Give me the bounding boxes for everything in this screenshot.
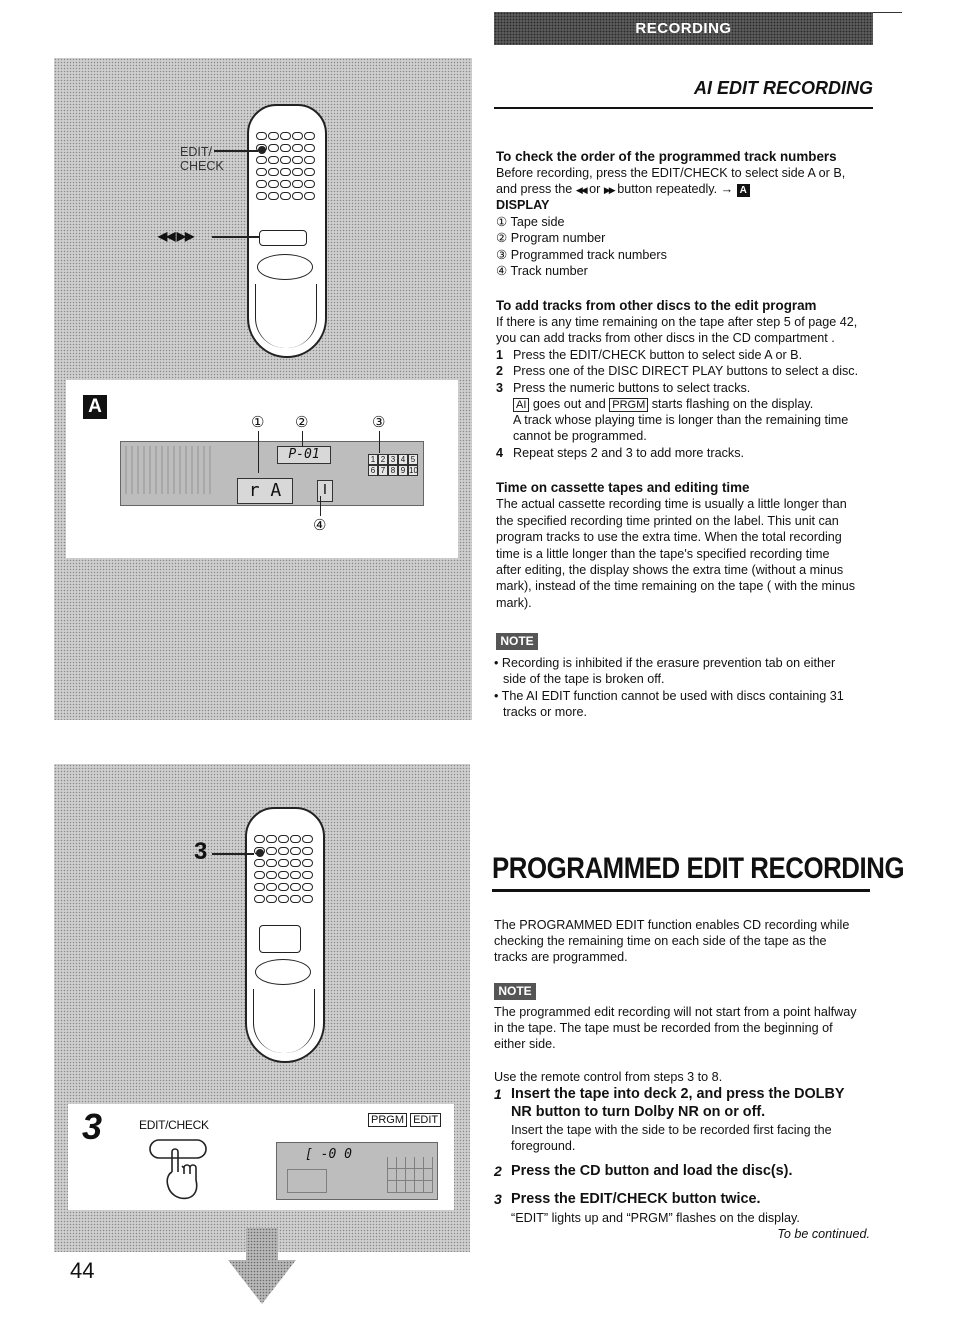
prog-step-1-text-2: foreground. — [511, 1139, 576, 1153]
time-heading: Time on cassette tapes and editing time — [496, 480, 750, 495]
track-cell: 7 — [378, 465, 388, 476]
note-a-line-3: • The AI EDIT function cannot be used with discs containing 31 — [494, 689, 844, 703]
prog-step-2-title: Press the CD button and load the disc(s). — [511, 1163, 793, 1179]
display-indicator-strip — [125, 446, 211, 494]
add-step-3-detail — [513, 396, 813, 413]
display-item-3: ③ Programmed track numbers — [496, 248, 667, 262]
check-order-text-2 — [496, 181, 750, 198]
prog-step-1-title-2: NR button to turn Dolby NR on or off. — [511, 1104, 766, 1120]
add-step-1-text: Press the EDIT/CHECK button to select side A or B. — [513, 348, 803, 362]
note-badge-b: NOTE — [494, 983, 536, 1000]
section-header-title: RECORDING — [635, 20, 732, 37]
transport-cross-b — [259, 925, 301, 953]
edit-check-button-label: EDIT/CHECK — [139, 1118, 209, 1132]
use-remote-text: Use the remote control from steps 3 to 8. — [494, 1070, 723, 1084]
callout-line-2 — [302, 431, 303, 447]
time-line-4: time is a little longer than the tape's specified recording time — [496, 547, 830, 561]
note-badge-a: NOTE — [496, 633, 538, 650]
remote-lower-oval-a — [257, 254, 313, 280]
callout-2: ② — [295, 414, 309, 431]
check-order-heading: To check the order of the programmed track numbers — [496, 149, 837, 164]
display-item-2: ② Program number — [496, 231, 606, 245]
prgm-box-label — [368, 1114, 441, 1126]
skip-arrows-label: ◀◀ ▶▶ — [158, 229, 194, 243]
display-item-4: ④ Track number — [496, 264, 588, 278]
program-number-readout: P-01 — [277, 446, 331, 464]
edit-check-key-dot — [258, 146, 266, 154]
note-a-line-1: • Recording is inhibited if the erasure prevention tab on either — [494, 656, 836, 670]
remote-lower-oval-b — [255, 959, 311, 985]
figure-b-step-number: 3 — [82, 1106, 103, 1147]
remote-keypad-b — [254, 835, 311, 903]
display-label: DISPLAY — [496, 198, 550, 212]
note-a-line-4: tracks or more. — [503, 705, 587, 719]
track-cell: 2 — [378, 454, 388, 465]
add-step-3-text: Press the numeric buttons to select tracks. — [513, 381, 751, 395]
add-step-3-number: 3 — [496, 381, 504, 395]
transport-keys-a — [259, 230, 307, 246]
track-cell: 8 — [388, 465, 398, 476]
edit-check-leader-line — [214, 150, 258, 152]
prog-step-2-number: 2 — [494, 1163, 502, 1179]
time-line-7: mark). — [496, 596, 532, 610]
add-step-2-number: 2 — [496, 364, 504, 378]
note-b-line-1: The programmed edit recording will not start from a point halfway — [494, 1005, 857, 1019]
note-a-line-2: side of the tape is broken off. — [503, 672, 665, 686]
programmed-intro-1: The PROGRAMMED EDIT function enables CD recording while — [494, 918, 850, 932]
track-cell: 10 — [409, 466, 418, 475]
figure-a-label: A — [83, 395, 107, 419]
figure-a-reference-badge: A — [737, 184, 750, 197]
programmed-edit-title-rule — [492, 889, 870, 892]
programmed-intro-2: checking the remaining time on each side of the tape as the — [494, 934, 827, 948]
page-number: 44 — [70, 1258, 95, 1283]
prog-step-3-number: 3 — [494, 1191, 502, 1207]
fast-forward-icon: ▶▶ — [603, 185, 614, 195]
track-cell: 5 — [408, 454, 418, 465]
track-cell: 1 — [368, 454, 378, 465]
note-b-line-2: in the tape. The tape must be recorded from the beginning of — [494, 1021, 833, 1035]
time-line-6: mark), instead of the time remaining on the tape ( with the minus — [496, 579, 856, 593]
prog-step-1-number: 1 — [494, 1086, 502, 1102]
track-grid — [368, 454, 418, 476]
add-step-1-number: 1 — [496, 348, 504, 362]
edit-box: EDIT — [410, 1113, 441, 1127]
time-line-3: program tracks to use the extra time. When the total recording — [496, 530, 842, 544]
add-step-4-text: Repeat steps 2 and 3 to add more tracks. — [513, 446, 745, 460]
time-line-2: the specified recording time printed on the label. This unit can — [496, 514, 839, 528]
prgm-indicator-box: PRGM — [609, 398, 648, 412]
check-text-part-b: or — [589, 182, 601, 196]
remote-step-callout: 3 — [194, 838, 208, 865]
add-tracks-intro-1: If there is any time remaining on the tape after step 5 of page 42, — [496, 315, 858, 329]
track-cell: 4 — [398, 454, 408, 465]
rewind-icon: ◀◀ — [575, 185, 586, 195]
display-b-track-grid — [387, 1157, 433, 1193]
programmed-intro-3: tracks are programmed. — [494, 950, 628, 964]
remote-step-leader — [212, 853, 254, 855]
remote-grip-b — [253, 989, 315, 1053]
track-number-readout: Ⅰ — [317, 480, 333, 502]
time-line-5: after editing, the display shows the extra time (without a minus — [496, 563, 844, 577]
add-step-2-text: Press one of the DISC DIRECT PLAY buttons to select a disc. — [513, 364, 859, 378]
note-b-line-3: either side. — [494, 1037, 556, 1051]
ai-edit-title: AI EDIT RECORDING — [693, 78, 873, 98]
remote-control-a — [247, 104, 327, 358]
track-cell: 6 — [368, 465, 378, 476]
edit-check-key-dot-b — [256, 849, 264, 857]
display-item-1: ① Tape side — [496, 215, 565, 229]
check-text-part-a: and press the — [496, 182, 573, 196]
step3-end-text: starts flashing on the display. — [651, 397, 814, 411]
track-cell: 9 — [398, 465, 408, 476]
tape-side-readout: r A — [237, 478, 293, 504]
add-step-3-note-2: cannot be programmed. — [513, 429, 647, 443]
callout-4: ④ — [313, 517, 327, 534]
track-cell: 3 — [388, 454, 398, 465]
prog-step-1-text-1: Insert the tape with the side to be recorded first facing the — [511, 1123, 832, 1137]
add-tracks-intro-2: you can add tracks from other discs in the CD compartment . — [496, 331, 835, 345]
remote-control-b — [245, 807, 325, 1063]
callout-line-4 — [320, 496, 321, 516]
callout-1: ① — [251, 414, 265, 431]
edit-check-label-2: CHECK — [180, 159, 224, 173]
display-b-tape-readout — [287, 1169, 327, 1193]
programmed-edit-title: PROGRAMMED EDIT RECORDING — [492, 852, 905, 885]
time-line-1: The actual cassette recording time is usually a little longer than — [496, 497, 847, 511]
display-b-readout: [ -0 0 — [305, 1147, 352, 1162]
edit-check-label-1: EDIT/ — [180, 145, 212, 159]
callout-line-1 — [258, 431, 259, 473]
to-be-continued: To be continued. — [777, 1227, 870, 1241]
add-step-4-number: 4 — [496, 446, 504, 460]
hand-press-icon — [148, 1136, 212, 1204]
continue-down-arrow-icon — [226, 1228, 298, 1306]
add-step-3-note-1: A track whose playing time is longer than the remaining time — [513, 413, 849, 427]
section-header-rule — [873, 12, 902, 13]
prog-step-3-title: Press the EDIT/CHECK button twice. — [511, 1191, 761, 1207]
ai-indicator-box: AI — [513, 398, 529, 412]
prgm-box: PRGM — [368, 1113, 407, 1127]
callout-line-3 — [379, 431, 380, 453]
prog-step-1-title-1: Insert the tape into deck 2, and press the DOLBY — [511, 1086, 845, 1102]
remote-keypad-a — [256, 132, 313, 200]
prog-step-3-text: “EDIT” lights up and “PRGM” flashes on the display. — [511, 1211, 800, 1225]
check-order-text-1: Before recording, press the EDIT/CHECK to select side A or B, — [496, 166, 846, 180]
display-panel-b — [276, 1142, 438, 1200]
ai-edit-title-rule — [494, 107, 873, 109]
step3-mid-text: goes out and — [532, 397, 606, 411]
skip-leader-line — [212, 236, 260, 238]
remote-grip-a — [255, 284, 317, 348]
callout-3: ③ — [372, 414, 386, 431]
check-text-part-c: button repeatedly. → — [617, 182, 734, 196]
add-tracks-heading: To add tracks from other discs to the edit program — [496, 298, 817, 313]
